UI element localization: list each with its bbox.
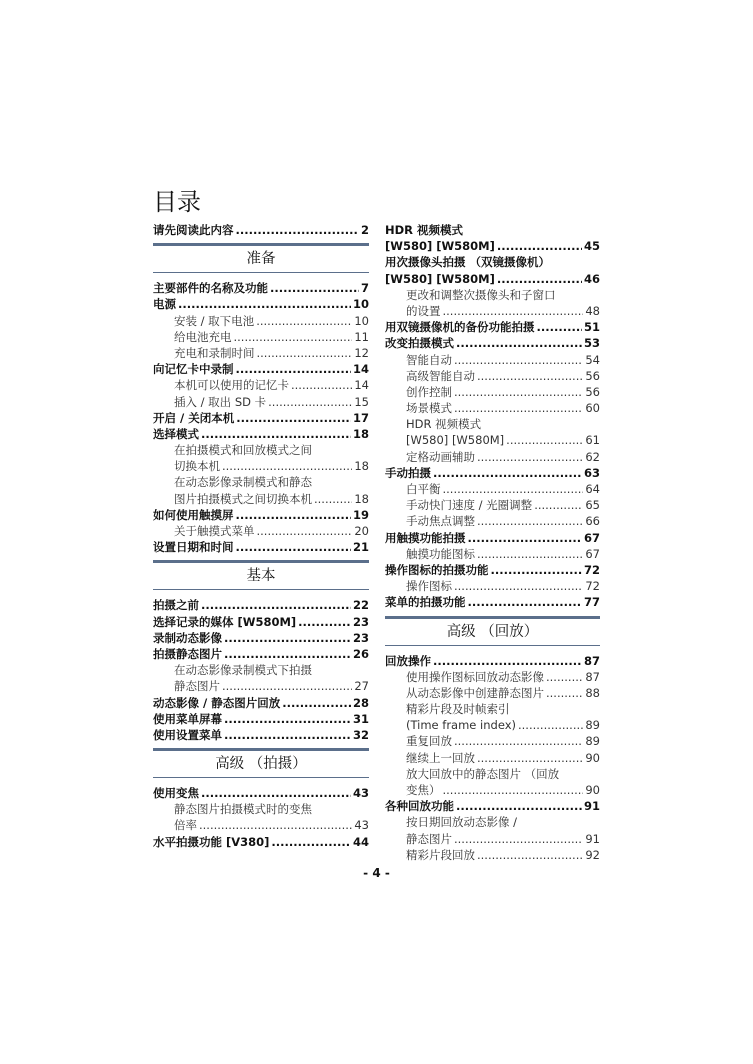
section-underline — [153, 589, 369, 590]
dot-leader — [178, 296, 351, 312]
toc-page-number: 14 — [352, 362, 369, 377]
toc-page-number: 62 — [585, 449, 600, 464]
dot-leader — [468, 530, 582, 546]
toc-subentry[interactable] — [153, 313, 369, 329]
toc-entry-label: 用次摄像头拍摄 （双镜摄像机） — [385, 255, 551, 270]
toc-entry-label: 的设置 — [406, 303, 441, 318]
dot-leader — [433, 465, 582, 481]
toc-entry[interactable] — [153, 630, 369, 646]
toc-page-number: 66 — [585, 514, 600, 529]
toc-subentry[interactable] — [385, 368, 600, 384]
toc-entry[interactable] — [153, 727, 369, 743]
toc-subentry[interactable] — [385, 669, 600, 685]
toc-entry-label: 定格动画辅助 — [406, 449, 475, 464]
toc-entry-label: 高级智能自动 — [406, 368, 475, 383]
dot-leader — [497, 271, 582, 287]
dot-leader — [236, 539, 351, 555]
toc-page-number: 46 — [583, 271, 600, 286]
toc-page-number: 12 — [354, 345, 369, 360]
dot-leader — [224, 711, 351, 727]
toc-right-column — [385, 222, 600, 863]
dot-leader — [443, 481, 584, 497]
dot-leader — [534, 497, 583, 513]
dot-leader — [506, 432, 583, 448]
toc-entry-label: 动态影像 / 静态图片回放 — [153, 695, 281, 710]
toc-page-number: 63 — [583, 465, 600, 480]
toc-page-number: 18 — [352, 426, 369, 441]
toc-entry-label: 菜单的拍摄功能 — [385, 595, 466, 610]
dot-leader — [268, 394, 352, 410]
toc-entry-label: 给电池充电 — [174, 329, 232, 344]
toc-entry[interactable] — [153, 410, 369, 426]
toc-entry[interactable] — [153, 296, 369, 312]
toc-entry-label: 按日期回放动态影像 / — [406, 815, 518, 830]
toc-page-number: 19 — [352, 507, 369, 522]
toc-entry-label: 放大回放中的静态图片 （回放 — [406, 766, 560, 781]
toc-entry[interactable] — [385, 335, 600, 351]
toc-page-number: 88 — [585, 685, 600, 700]
dot-leader — [270, 280, 359, 296]
dot-leader — [256, 313, 352, 329]
toc-page-number: 72 — [585, 579, 600, 594]
section-title: 高级 （拍摄） — [215, 756, 307, 773]
dot-leader — [546, 685, 583, 701]
toc-subentry[interactable] — [153, 377, 369, 393]
toc-entry[interactable] — [153, 222, 369, 238]
toc-page-number: 28 — [352, 695, 369, 710]
toc-entry-label: HDR 视频模式 — [385, 223, 464, 237]
dot-leader — [456, 335, 582, 351]
toc-entry[interactable] — [153, 711, 369, 727]
dot-leader — [222, 458, 352, 474]
toc-entry-label: 录制动态影像 — [153, 630, 222, 645]
dot-leader — [433, 653, 582, 669]
toc-subentry[interactable] — [385, 513, 600, 529]
toc-entry-label: 智能自动 — [406, 352, 452, 367]
toc-entry-label: 倍率 — [174, 818, 197, 833]
toc-entry-label: 精彩片段及时帧索引 — [406, 702, 510, 717]
dot-leader — [257, 523, 353, 539]
toc-entry-label: 更改和调整次摄像头和子窗口 — [406, 287, 556, 302]
toc-page-number: 91 — [583, 799, 600, 814]
toc-entry-label: 变焦） — [406, 783, 441, 797]
section-header — [153, 560, 369, 590]
toc-page-number: 21 — [352, 540, 369, 555]
toc-page-number: 56 — [585, 368, 600, 383]
toc-title: 目录 — [153, 188, 201, 216]
dot-leader — [314, 491, 352, 507]
toc-entry-label: 选择记录的媒体 [W580M] — [153, 614, 297, 629]
toc-entry[interactable] — [385, 653, 600, 669]
toc-subentry[interactable] — [385, 384, 600, 400]
toc-subentry[interactable] — [385, 578, 600, 594]
toc-page-number: 67 — [585, 546, 600, 561]
toc-entry-label: 向记忆卡中录制 — [153, 362, 234, 377]
toc-entry[interactable] — [153, 539, 369, 555]
toc-subentry[interactable] — [385, 701, 600, 717]
toc-entry-label: 安装 / 取下电池 — [174, 313, 255, 328]
toc-entry-label: 场景模式 — [406, 401, 452, 416]
toc-subentry[interactable] — [385, 400, 600, 416]
toc-page-number: 45 — [583, 239, 600, 254]
toc-page-number: 14 — [354, 378, 369, 393]
toc-entry-label: 静态图片 — [174, 679, 220, 694]
toc-entry[interactable] — [385, 530, 600, 546]
toc-entry-label: 开启 / 关闭本机 — [153, 410, 235, 425]
toc-entry-label: 手动拍摄 — [385, 465, 431, 480]
toc-entry-label: 创作控制 — [406, 384, 452, 399]
toc-entry[interactable] — [385, 319, 600, 335]
toc-page-number: 67 — [583, 530, 600, 545]
toc-entry-label: 电源 — [153, 297, 176, 312]
toc-page-number: 60 — [585, 401, 600, 416]
toc-page-number: 90 — [585, 750, 600, 765]
toc-entry-label: 设置日期和时间 — [153, 540, 234, 555]
toc-page-number: 53 — [583, 336, 600, 351]
toc-entry-label: 选择模式 — [153, 426, 199, 441]
toc-page-number: 43 — [352, 786, 369, 801]
dot-leader — [201, 426, 351, 442]
toc-entry-label: 在动态影像录制模式和静态 — [174, 475, 312, 490]
toc-page-number: 48 — [585, 303, 600, 318]
dot-leader — [298, 614, 351, 630]
toc-entry-label: 白平衡 — [406, 482, 441, 496]
toc-entry[interactable] — [385, 254, 600, 270]
toc-page-number: 22 — [352, 598, 369, 613]
toc-entry[interactable] — [153, 280, 369, 296]
toc-entry[interactable] — [153, 695, 369, 711]
toc-entry-label: 使用设置菜单 — [153, 727, 222, 742]
toc-entry-label: 改变拍摄模式 — [385, 336, 454, 351]
toc-entry-label: [W580] [W580M] — [385, 239, 495, 254]
dot-leader — [456, 798, 582, 814]
toc-subentry[interactable] — [385, 432, 600, 448]
dot-leader — [477, 513, 583, 529]
section-underline — [153, 272, 369, 273]
dot-leader — [236, 222, 359, 238]
toc-entry[interactable] — [385, 798, 600, 814]
dot-leader — [199, 817, 352, 833]
toc-subentry[interactable] — [153, 491, 369, 507]
dot-leader — [477, 546, 583, 562]
dot-leader — [518, 717, 583, 733]
toc-page-number: 10 — [352, 297, 369, 312]
dot-leader — [454, 352, 583, 368]
toc-page-number: 27 — [354, 679, 369, 694]
toc-entry-label: [W580] [W580M] — [385, 271, 495, 286]
toc-entry-label: 静态图片拍摄模式时的变焦 — [174, 802, 312, 817]
dot-leader — [236, 410, 351, 426]
toc-entry-label: [W580] [W580M] — [406, 433, 505, 448]
toc-entry[interactable] — [153, 426, 369, 442]
section-title: 高级 （回放） — [446, 623, 539, 640]
toc-entry[interactable] — [385, 562, 600, 578]
toc-subentry[interactable] — [385, 481, 600, 497]
toc-subentry[interactable] — [385, 766, 600, 782]
toc-page-number: 51 — [583, 320, 600, 335]
dot-leader — [454, 400, 583, 416]
dot-leader — [477, 750, 583, 766]
toc-subentry[interactable] — [153, 345, 369, 361]
toc-entry-label: 关于触摸式菜单 — [174, 524, 255, 538]
dot-leader — [477, 368, 583, 384]
toc-entry[interactable] — [153, 646, 369, 662]
toc-page-number: 92 — [585, 847, 600, 862]
dot-leader — [224, 646, 351, 662]
dot-leader — [234, 329, 353, 345]
toc-entry[interactable] — [153, 507, 369, 523]
toc-subentry[interactable] — [385, 303, 600, 319]
toc-page-number: 32 — [352, 727, 369, 742]
toc-entry-label: 拍摄之前 — [153, 598, 199, 613]
toc-subentry[interactable] — [385, 352, 600, 368]
toc-page-number: 64 — [585, 482, 600, 496]
toc-entry-label: 主要部件的名称及功能 — [153, 281, 268, 296]
toc-subentry[interactable] — [153, 442, 369, 458]
toc-subentry[interactable] — [385, 287, 600, 303]
toc-entry-label: 如何使用触摸屏 — [153, 507, 234, 522]
toc-page-number: 11 — [354, 329, 369, 344]
toc-page-number: 18 — [354, 491, 369, 506]
toc-page-number: 54 — [585, 352, 600, 367]
toc-entry-label: (Time frame index) — [406, 718, 516, 733]
toc-left-column — [153, 222, 369, 850]
toc-page-number: 89 — [585, 734, 600, 749]
toc-subentry[interactable] — [153, 801, 369, 817]
toc-page-number: 7 — [360, 281, 369, 296]
toc-page-number: 65 — [585, 498, 600, 513]
toc-entry[interactable] — [385, 465, 600, 481]
toc-entry-label: 手动快门速度 / 光圈调整 — [406, 498, 533, 513]
toc-page-number: 90 — [585, 783, 600, 797]
toc-subentry[interactable] — [385, 497, 600, 513]
toc-page-number: 87 — [583, 653, 600, 668]
toc-subentry[interactable] — [385, 546, 600, 562]
toc-subentry[interactable] — [153, 662, 369, 678]
dot-leader — [443, 303, 584, 319]
toc-entry-label: 图片拍摄模式之间切换本机 — [174, 491, 312, 506]
dot-leader — [546, 669, 583, 685]
toc-page-number: 77 — [583, 595, 600, 610]
toc-page-number: 2 — [360, 223, 369, 237]
toc-entry[interactable] — [153, 834, 369, 850]
toc-entry-label: 使用变焦 — [153, 786, 199, 801]
toc-entry-label: 在动态影像录制模式下拍摄 — [174, 663, 312, 678]
dot-leader — [291, 377, 352, 393]
toc-entry-label: 插入 / 取出 SD 卡 — [174, 394, 267, 409]
toc-page-number: 43 — [354, 818, 369, 833]
dot-leader — [454, 733, 583, 749]
section-underline — [385, 645, 600, 646]
dot-leader — [222, 678, 352, 694]
dot-leader — [224, 727, 351, 743]
toc-entry-label: 使用菜单屏幕 — [153, 711, 222, 726]
toc-page-number: 23 — [352, 630, 369, 645]
toc-entry[interactable] — [153, 614, 369, 630]
toc-entry-label: 精彩片段回放 — [406, 847, 475, 862]
toc-subentry[interactable] — [385, 733, 600, 749]
toc-entry-label: 回放操作 — [385, 653, 431, 668]
toc-entry-label: 从动态影像中创建静态图片 — [406, 685, 544, 700]
toc-entry-label: 充电和录制时间 — [174, 345, 255, 360]
toc-entry[interactable] — [153, 361, 369, 377]
toc-page-number: 87 — [585, 669, 600, 684]
toc-page-number: 44 — [352, 834, 369, 849]
toc-page-number: 23 — [352, 614, 369, 629]
toc-entry-label: 在拍摄模式和回放模式之间 — [174, 443, 312, 458]
toc-page-number: 10 — [354, 313, 369, 328]
toc-entry-label: 手动焦点调整 — [406, 514, 475, 529]
toc-entry[interactable] — [153, 785, 369, 801]
toc-entry-label: 切换本机 — [174, 459, 220, 474]
toc-page-number: 61 — [585, 433, 600, 448]
toc-subentry[interactable] — [385, 685, 600, 701]
dot-leader — [497, 238, 582, 254]
dot-leader — [201, 785, 351, 801]
toc-page-number: 31 — [352, 711, 369, 726]
dot-leader — [201, 597, 351, 613]
toc-page-number: 18 — [354, 459, 369, 474]
dot-leader — [282, 695, 351, 711]
toc-entry[interactable] — [153, 597, 369, 613]
toc-entry-label: HDR 视频模式 — [406, 417, 482, 432]
toc-entry[interactable] — [385, 238, 600, 254]
toc-entry-label: 使用操作图标回放动态影像 — [406, 669, 544, 684]
toc-entry-label: 水平拍摄功能 [V380] — [153, 834, 270, 849]
section-header — [385, 616, 600, 646]
toc-page-number: 91 — [585, 831, 600, 846]
toc-subentry[interactable] — [153, 474, 369, 490]
toc-subentry[interactable] — [153, 394, 369, 410]
toc-entry-label: 各种回放功能 — [385, 799, 454, 814]
toc-subentry[interactable] — [153, 678, 369, 694]
section-title: 准备 — [246, 251, 276, 268]
toc-subentry[interactable] — [385, 750, 600, 766]
toc-subentry[interactable] — [385, 449, 600, 465]
toc-entry-label: 本机可以使用的记忆卡 — [174, 378, 289, 393]
toc-entry[interactable] — [385, 222, 600, 238]
toc-entry-label: 静态图片 — [406, 831, 452, 846]
dot-leader — [491, 562, 582, 578]
toc-page-number: 56 — [585, 384, 600, 399]
dot-leader — [236, 361, 351, 377]
dot-leader — [477, 847, 583, 863]
toc-subentry[interactable] — [385, 831, 600, 847]
dot-leader — [271, 834, 351, 850]
toc-subentry[interactable] — [153, 458, 369, 474]
toc-subentry[interactable] — [385, 847, 600, 863]
toc-entry[interactable] — [385, 271, 600, 287]
dot-leader — [477, 449, 583, 465]
toc-entry-label: 操作图标 — [406, 579, 452, 594]
toc-page-number: 72 — [583, 562, 600, 577]
section-header — [153, 243, 369, 273]
toc-subentry[interactable] — [385, 814, 600, 830]
toc-page-number: 89 — [585, 718, 600, 733]
toc-subentry[interactable] — [153, 523, 369, 539]
section-underline — [153, 777, 369, 778]
toc-entry[interactable] — [385, 594, 600, 610]
toc-entry-label: 用触摸功能拍摄 — [385, 530, 466, 545]
toc-page-number: 15 — [354, 394, 369, 409]
section-header — [153, 748, 369, 778]
toc-entry-label: 请先阅读此内容 — [153, 223, 234, 237]
dot-leader — [443, 782, 584, 798]
toc-page-number: 20 — [354, 524, 369, 538]
toc-entry-label: 触摸功能图标 — [406, 546, 475, 561]
dot-leader — [454, 384, 583, 400]
section-title: 基本 — [246, 568, 276, 585]
dot-leader — [537, 319, 582, 335]
toc-page-number: 17 — [352, 410, 369, 425]
toc-subentry[interactable] — [385, 717, 600, 733]
toc-subentry[interactable] — [385, 416, 600, 432]
page-number: - 4 - — [363, 866, 390, 880]
dot-leader — [468, 594, 582, 610]
toc-entry-label: 重复回放 — [406, 734, 452, 749]
toc-entry-label: 拍摄静态图片 — [153, 646, 222, 661]
dot-leader — [236, 507, 351, 523]
toc-entry-label: 操作图标的拍摄功能 — [385, 562, 489, 577]
dot-leader — [454, 831, 583, 847]
toc-subentry[interactable] — [153, 817, 369, 833]
toc-subentry[interactable] — [385, 782, 600, 798]
dot-leader — [454, 578, 583, 594]
toc-entry-label: 用双镜摄像机的备份功能拍摄 — [385, 320, 535, 335]
dot-leader — [224, 630, 351, 646]
toc-page-number: 26 — [352, 646, 369, 661]
toc-subentry[interactable] — [153, 329, 369, 345]
dot-leader — [257, 345, 353, 361]
toc-entry-label: 继续上一回放 — [406, 750, 475, 765]
